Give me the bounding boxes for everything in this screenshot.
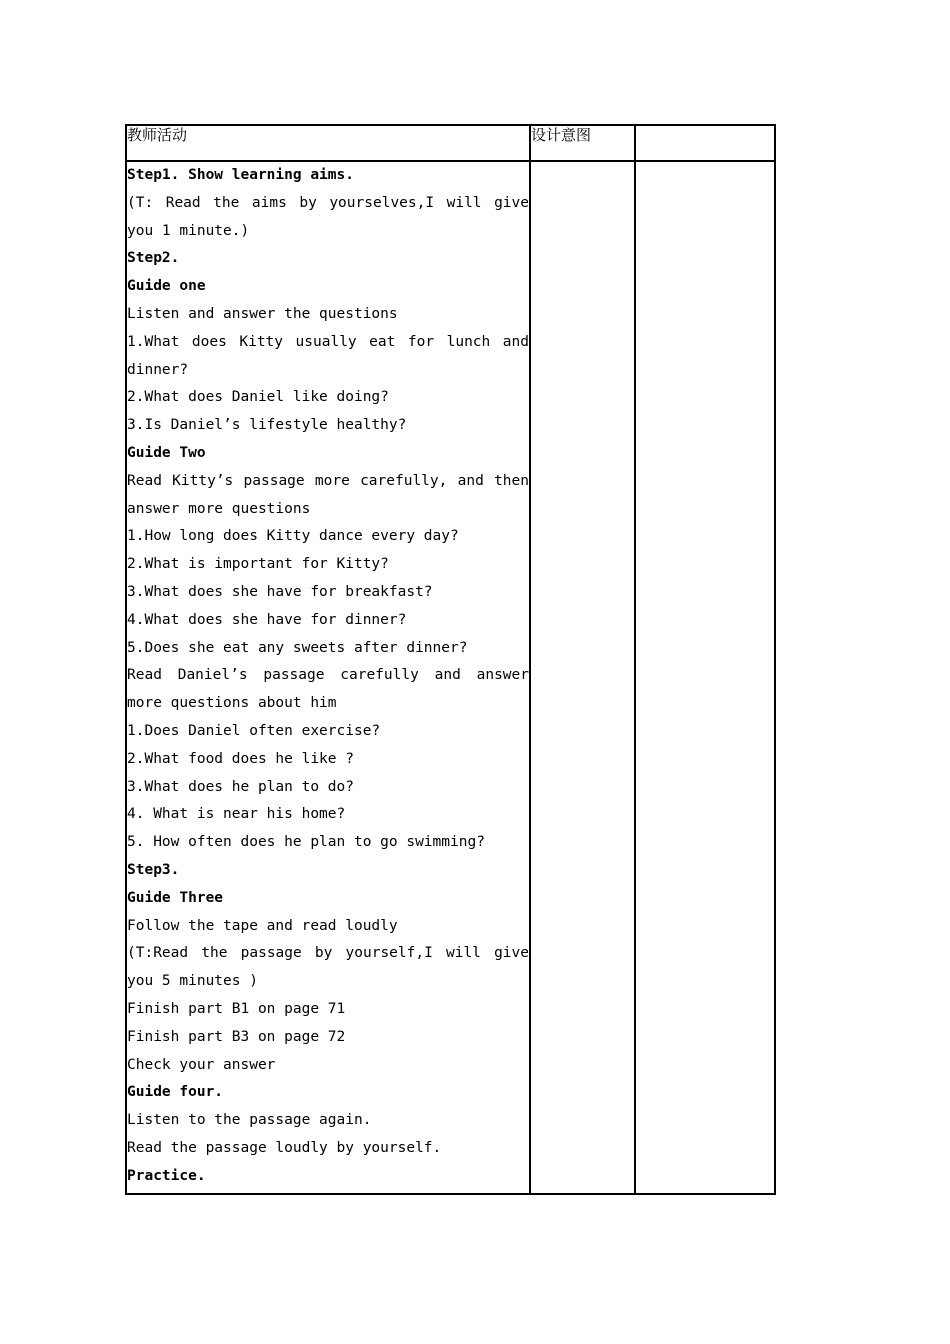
activity-line: 3.Is Daniel’s lifestyle healthy?	[127, 417, 407, 434]
activity-line: Guide one	[127, 278, 206, 295]
activity-line: you 1 minute.)	[127, 222, 250, 239]
activity-line: Listen and answer the questions	[127, 305, 398, 322]
activity-line: dinner?	[127, 361, 189, 378]
header-teacher-activity: 教师活动	[126, 125, 530, 161]
activity-line: Step3.	[127, 861, 180, 878]
activity-line: 2.What is important for Kitty?	[127, 556, 389, 573]
activity-line: Check your answer	[127, 1056, 276, 1073]
activity-line: Guide Two	[127, 444, 206, 461]
activity-line: Read Daniel’s passage carefully and answer	[127, 667, 529, 684]
table-header-row	[126, 125, 775, 161]
activity-line: Guide four.	[127, 1084, 224, 1101]
activity-line: answer more questions	[127, 500, 311, 517]
activity-line: 3.What does she have for breakfast?	[127, 583, 433, 600]
activity-line: Finish part B1 on page 71	[127, 1000, 346, 1017]
header-design-intent: 设计意图	[530, 125, 635, 161]
activity-line: 5.Does she eat any sweets after dinner?	[127, 639, 468, 656]
activity-line: Step2.	[127, 250, 180, 267]
activity-line: 3.What does he plan to do?	[127, 778, 354, 795]
design-intent-cell	[530, 161, 635, 1194]
activity-line: Step1. Show learning aims.	[127, 167, 354, 183]
teacher-activity-cell	[126, 161, 530, 1194]
activity-line: 4. What is near his home?	[127, 806, 346, 823]
activity-line: (T: Read the aims by yourselves,I will give	[127, 194, 529, 211]
activity-line: Listen to the passage again.	[127, 1112, 372, 1129]
activity-line: 1.What does Kitty usually eat for lunch and	[127, 333, 529, 350]
activity-line: Read the passage loudly by yourself.	[127, 1139, 442, 1156]
activity-line: Guide Three	[127, 889, 224, 906]
activity-line: 2.What does Daniel like doing?	[127, 389, 389, 406]
activity-line: Practice.	[127, 1167, 206, 1184]
activity-line: 1.Does Daniel often exercise?	[127, 722, 381, 739]
activity-line: Finish part B3 on page 72	[127, 1028, 346, 1045]
table-body-row	[126, 161, 775, 1194]
lesson-plan-table	[125, 124, 776, 1195]
activity-line: 4.What does she have for dinner?	[127, 611, 407, 628]
activity-line: you 5 minutes )	[127, 973, 258, 990]
activity-lines	[127, 162, 529, 1190]
activity-line: more questions about him	[127, 695, 337, 712]
activity-line: Follow the tape and read loudly	[127, 917, 398, 934]
activity-line: 5. How often does he plan to go swimming?	[127, 834, 485, 851]
activity-line: Read Kitty’s passage more carefully, and then	[127, 472, 529, 489]
activity-line: (T:Read the passage by yourself,I will give	[127, 945, 529, 962]
activity-line: 2.What food does he like ?	[127, 750, 354, 767]
activity-line: 1.How long does Kitty dance every day?	[127, 528, 459, 545]
header-empty	[635, 125, 775, 161]
notes-cell	[635, 161, 775, 1194]
